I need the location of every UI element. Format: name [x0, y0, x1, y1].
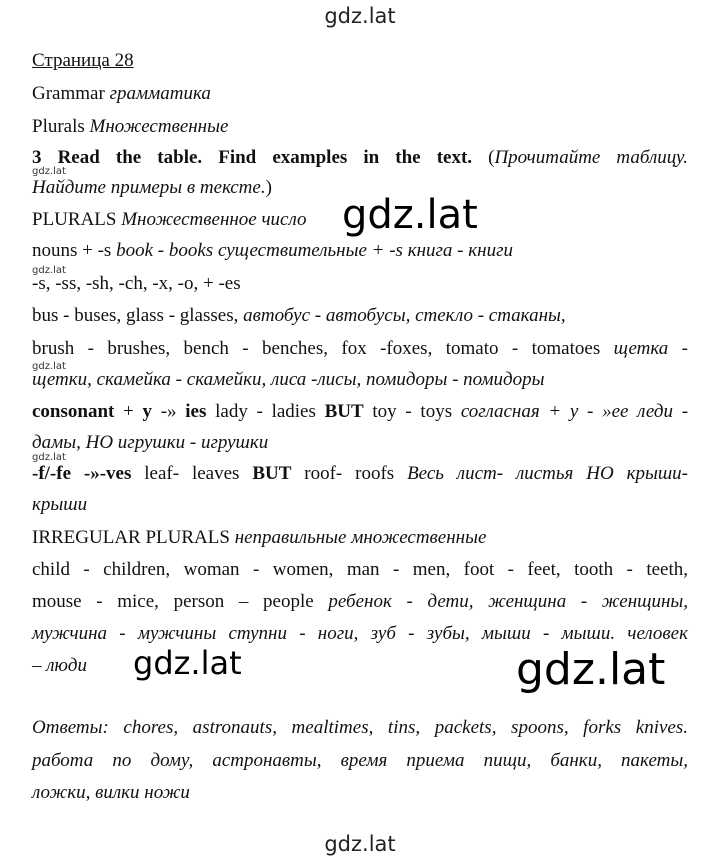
task-ru-1: Прочитайте таблицу. — [494, 147, 688, 168]
task-line-2 — [32, 177, 272, 199]
rule-2: -s, -ss, -sh, -ch, -x, -o, + -es — [32, 273, 241, 294]
page-label: Страница 28 — [32, 50, 134, 71]
rule-3-but: BUT — [324, 401, 364, 422]
plurals-en: Plurals — [32, 116, 85, 137]
watermark-bottom: gdz.lat — [324, 832, 396, 856]
grammar-en: Grammar — [32, 83, 105, 104]
plurals-heading-ru: Множественное число — [121, 209, 307, 230]
examples-2-cont: щетки, скамейка - скамейки, лиса -лисы, помидоры - помидоры — [32, 369, 545, 390]
rule-3-consonant: consonant — [32, 401, 115, 422]
task-instruction: 3 Read the table. Find examples in the text. — [32, 147, 473, 168]
rule-4-ru: Весь лист- листья НО крыши- — [407, 463, 688, 484]
rule-1-ru: существительные + -s книга - книги — [213, 240, 513, 261]
answers-3: ложки, вилки ножи — [32, 782, 190, 803]
rule-3-ru: согласная + у - »ее леди - — [460, 401, 689, 422]
rule-4-example-2: roof- roofs — [291, 463, 408, 484]
answers-2: работа по дому, астронавты, время приема пищи, банки, пакеты, — [32, 750, 688, 771]
grammar-ru: грамматика — [109, 83, 211, 104]
irregular-2-en: mouse - mice, person – people — [32, 591, 329, 612]
task-line-1 — [32, 147, 688, 169]
examples-1-en: bus - buses, glass - glasses, — [32, 305, 244, 326]
rule-3-example: lady - ladies — [206, 401, 325, 422]
irregular-heading — [32, 527, 486, 549]
watermark-small-1: gdz.lat — [32, 166, 66, 177]
rule-4-but: BUT — [252, 463, 292, 484]
task-open-paren: ( — [488, 147, 495, 168]
rule-3-ies: ies — [185, 401, 207, 422]
plurals-line — [32, 116, 228, 138]
watermark-top: gdz.lat — [324, 4, 396, 28]
rule-4-example: leaf- leaves — [131, 463, 253, 484]
irregular-heading-ru: неправильные множественные — [234, 527, 487, 548]
watermark-large-3: gdz.lat — [516, 644, 666, 695]
task-close-paren: ) — [265, 177, 272, 198]
irregular-2-ru: ребенок - дети, женщина - женщины, — [328, 591, 689, 612]
rule-3-plus: + — [114, 401, 143, 422]
rule-3-cont: дамы, НО игрушки - игрушки — [32, 432, 269, 453]
examples-2-ru: щетка - — [613, 338, 688, 359]
answers-1: Ответы: chores, astronauts, mealtimes, tins, packets, spoons, forks knives. — [32, 717, 688, 738]
watermark-small-3: gdz.lat — [32, 361, 66, 372]
irregular-3: мужчина - мужчины ступни - ноги, зуб - зубы, мыши - мыши. человек — [32, 623, 688, 644]
rule-3-example-2: toy - toys — [363, 401, 461, 422]
rule-1-example: book - books — [116, 240, 214, 261]
rule-3-arrow: -» — [152, 401, 186, 422]
examples-1 — [32, 305, 566, 327]
grammar-line — [32, 83, 211, 105]
plurals-heading — [32, 209, 307, 231]
plurals-heading-en: PLURALS — [32, 209, 117, 230]
task-ru-2: Найдите примеры в тексте. — [32, 177, 266, 198]
rule-3 — [32, 401, 688, 423]
irregular-2 — [32, 591, 688, 613]
rule-3-y: y — [142, 401, 153, 422]
examples-2-en: brush - brushes, bench - benches, fox -foxes, tomato - tomatoes — [32, 338, 614, 359]
rule-1-en: nouns + -s — [32, 240, 117, 261]
rule-1 — [32, 240, 513, 262]
rule-4-cont: крыши — [32, 494, 88, 515]
plurals-ru: Множественные — [89, 116, 229, 137]
irregular-1: child - children, woman - women, man - men, foot - feet, tooth - teeth, — [32, 559, 688, 580]
rule-4-fe: -f/-fe -»-ves — [32, 463, 132, 484]
rule-4 — [32, 463, 688, 485]
examples-1-ru: автобус - автобусы, стекло - стаканы, — [243, 305, 566, 326]
watermark-small-2: gdz.lat — [32, 265, 66, 276]
examples-2 — [32, 338, 688, 360]
watermark-large-1: gdz.lat — [342, 192, 478, 238]
watermark-small-4: gdz.lat — [32, 452, 66, 463]
irregular-4: – люди — [32, 655, 88, 676]
watermark-large-2: gdz.lat — [133, 644, 242, 682]
irregular-heading-en: IRREGULAR PLURALS — [32, 527, 230, 548]
